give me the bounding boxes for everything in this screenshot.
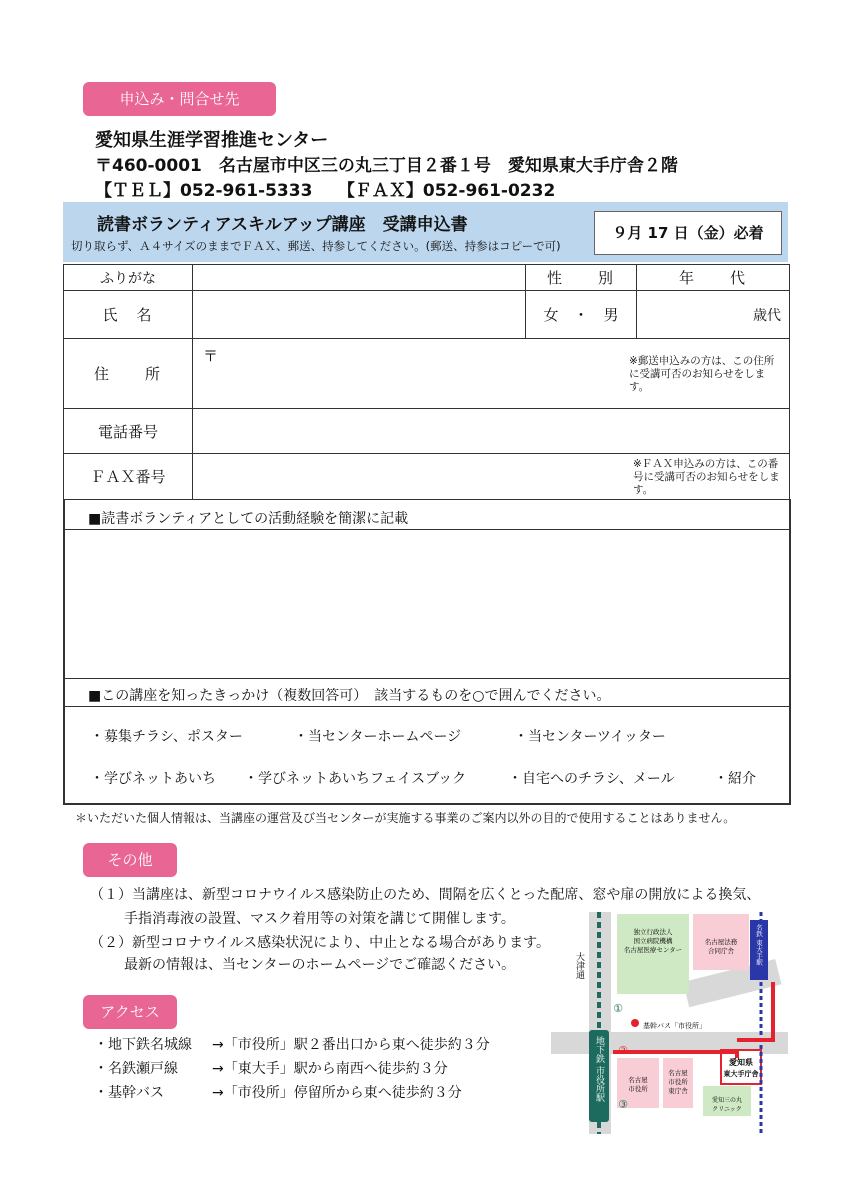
fax-note: ※ＦＡＸ申込みの方は、この番号に受講可否のお知らせをします。 <box>633 458 780 496</box>
divider <box>63 529 789 530</box>
access-desc: →「東大手」駅から南西へ徒歩約３分 <box>212 1061 448 1077</box>
map-east-bldg-label: 名古屋 <box>668 1069 688 1077</box>
map-clinic-label: 愛知三の丸 <box>711 1097 743 1104</box>
map-meitetsu-label: 名鉄 東大手駅 <box>755 924 763 966</box>
fax-field[interactable] <box>193 454 790 500</box>
postal-mark: 〒 <box>203 347 219 365</box>
furigana-field[interactable] <box>193 265 526 291</box>
age-unit: 歳代 <box>753 307 781 324</box>
map-clinic-label: クリニック <box>712 1106 742 1113</box>
map-hospital-label: 独立行政法人 <box>633 928 673 936</box>
furigana-label: ふりがな <box>64 265 193 291</box>
divider <box>63 706 789 707</box>
org-address: 〒460-0001 名古屋市中区三の丸三丁目２番１号 愛知県東大手庁舎２階 <box>95 156 678 176</box>
address-field[interactable] <box>193 339 790 409</box>
trigger-option[interactable]: ・募集チラシ、ポスター <box>90 729 243 745</box>
map-exit-1: ① <box>613 1002 623 1015</box>
access-line: ・地下鉄名城線 <box>94 1037 192 1053</box>
access-badge: アクセス <box>83 995 177 1029</box>
map-route-subway <box>613 1052 737 1058</box>
access-map <box>551 912 788 1134</box>
map-street-label: 大津通 <box>574 952 584 979</box>
name-label: 氏 名 <box>64 291 193 339</box>
deadline-box: ９月 17 日（金）必着 <box>594 211 782 255</box>
map-exit-3: ③ <box>618 1098 628 1111</box>
name-field[interactable] <box>193 291 526 339</box>
trigger-option[interactable]: ・紹介 <box>714 771 756 787</box>
other-item: 最新の情報は、当センターのホームページでご確認ください。 <box>124 957 516 973</box>
trigger-option[interactable]: ・学びネットあいちフェイスブック <box>244 771 467 787</box>
map-city-hall-label: 市役所 <box>628 1085 648 1093</box>
map-east-bldg-label: 市役所 <box>668 1078 688 1086</box>
map-target-label: 愛知県 <box>729 1058 753 1067</box>
experience-field[interactable] <box>65 531 787 677</box>
divider <box>63 678 789 679</box>
phone-label: 電話番号 <box>64 409 193 454</box>
map-hospital <box>617 914 689 994</box>
map-exit-2: ② <box>618 1044 628 1057</box>
privacy-note: ＊いただいた個人情報は、当講座の運営及び当センターが実施する事業のご案内以外の目的で使用することはありません。 <box>75 811 736 825</box>
fax-label: ＦＡＸ番号 <box>64 454 193 500</box>
org-tel-fax: 【ＴＥＬ】052-961-5333 【ＦＡＸ】052-961-0232 <box>95 181 556 201</box>
trigger-option[interactable]: ・自宅へのチラシ、メール <box>508 771 675 787</box>
gender-options[interactable]: 女 ・ 男 <box>526 291 637 339</box>
map-subway-label: 地下鉄 市役所駅 <box>594 1036 604 1102</box>
phone-field[interactable] <box>193 409 790 454</box>
trigger-heading: ■この講座を知ったきっかけ（複数回答可） 該当するものを○で囲んでください。 <box>88 688 611 704</box>
map-hospital-label: 名古屋医療センター <box>623 946 683 954</box>
map-target-building <box>721 1050 761 1084</box>
application-form <box>63 264 790 500</box>
map-court-label: 名古屋法務 <box>704 938 738 946</box>
experience-heading: ■読書ボランティアとしての活動経験を簡潔に記載 <box>88 511 409 527</box>
map-court-label: 合同庁舎 <box>708 947 734 955</box>
contact-badge: 申込み・問合せ先 <box>83 82 276 116</box>
map-east-bldg-label: 東庁舎 <box>668 1087 688 1095</box>
access-desc: →「市役所」停留所から東へ徒歩約３分 <box>212 1085 462 1101</box>
address-label: 住 所 <box>64 339 193 409</box>
map-target-label: 東大手庁舎 <box>723 1070 759 1078</box>
age-field[interactable] <box>637 291 790 339</box>
form-instructions: 切り取らず、Ａ４サイズのままでＦＡＸ、郵送、持参してください。(郵送、持参はコピーで可) <box>71 239 561 253</box>
trigger-option[interactable]: ・当センターホームページ <box>294 729 462 745</box>
org-name: 愛知県生涯学習推進センター <box>95 130 329 151</box>
other-item: （２）新型コロナウイルス感染状況により、中止となる場合があります。 <box>90 935 551 951</box>
other-item: 手指消毒液の設置、マスク着用等の対策を講じて開催します。 <box>124 911 515 927</box>
form-title: 読書ボランティアスキルアップ講座 受講申込書 <box>97 215 468 235</box>
trigger-option[interactable]: ・当センターツイッター <box>514 729 666 745</box>
gender-label: 性 別 <box>526 265 637 291</box>
other-badge: その他 <box>83 843 177 877</box>
access-line: ・名鉄瀬戸線 <box>94 1061 178 1077</box>
map-bus-stop <box>631 1019 639 1027</box>
address-note: ※郵送申込みの方は、この住所に受講可否のお知らせをします。 <box>629 355 775 393</box>
map-bus-label: 基幹バス「市役所」 <box>643 1022 706 1030</box>
age-label: 年 代 <box>637 265 790 291</box>
access-desc: →「市役所」駅２番出口から東へ徒歩約３分 <box>212 1037 490 1053</box>
map-city-hall-label: 名古屋 <box>628 1076 648 1084</box>
trigger-option[interactable]: ・学びネットあいち <box>90 771 216 787</box>
map-hospital-label: 国立病院機構 <box>633 937 673 945</box>
other-item: （１）当講座は、新型コロナウイルス感染防止のため、間隔を広くとった配席、窓や扉の開放による換気、 <box>90 887 761 903</box>
access-line: ・基幹バス <box>94 1085 164 1101</box>
